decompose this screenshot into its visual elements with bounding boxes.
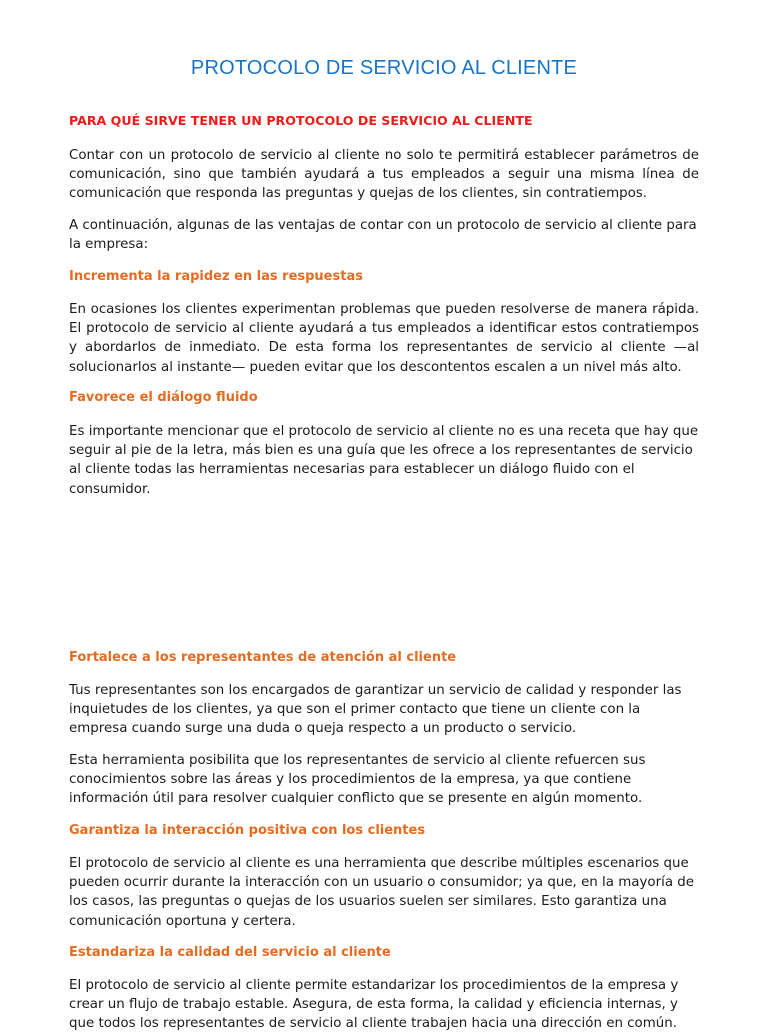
intro-paragraph-2: A continuación, algunas de las ventajas de contar con un protocolo de servicio al cliente para la empresa: [69, 218, 697, 253]
item-heading-rapidez: Incrementa la rapidez en las respuestas [69, 269, 363, 284]
page-title: PROTOCOLO DE SERVICIO AL CLIENTE [190, 57, 578, 79]
item-paragraph-dialogo: Es importante mencionar que el protocolo de servicio al cliente no es una receta que hay que seguir al pie de la letra, más bien es una guía que les ofrece a los representantes de servicio al cliente todas las herramientas necesarias para establecer un diálogo fluido con el consumidor. [69, 424, 699, 497]
section-heading: PARA QUÉ SIRVE TENER UN PROTOCOLO DE SERVICIO AL CLIENTE [69, 113, 533, 128]
item-paragraph-rapidez: En ocasiones los clientes experimentan problemas que pueden resolverse de manera rápida. El protocolo de servicio al cliente ayudará a tus empleados a identificar estos contratiempos y abordarlos de inmediato. De esta forma los representantes de servicio al cliente —al solucionarlos al instante— pueden evitar que los descontentos escalen a un nivel más alto. [69, 302, 699, 375]
item-heading-calidad: Estandariza la calidad del servicio al cliente [69, 945, 391, 960]
item-paragraph-calidad: El protocolo de servicio al cliente permite estandarizar los procedimientos de la empresa y crear un flujo de trabajo estable. Asegura, de esta forma, la calidad y eficiencia internas, y que todos los representantes de servicio al cliente trabajen hacia una dirección en común. [69, 978, 679, 1032]
item-paragraph-representantes-2: Esta herramienta posibilita que los representantes de servicio al cliente refuercen sus conocimientos sobre las áreas y los procedimientos de la empresa, ya que contiene información útil para resolver cualquier conflicto que se presente en algún momento. [69, 753, 646, 807]
item-paragraph-interaccion: El protocolo de servicio al cliente es una herramienta que describe múltiples escenarios que pueden ocurrir durante la interacción con un usuario o consumidor; ya que, en la mayoría de los casos, las preguntas o quejas de los usuarios suelen ser similares. Esto garantiza una comunicación oportuna y certera. [69, 856, 695, 929]
item-heading-dialogo: Favorece el diálogo fluido [69, 390, 258, 405]
item-paragraph-representantes-1: Tus representantes son los encargados de garantizar un servicio de calidad y responder las inquietudes de los clientes, ya que son el primer contacto que tiene un cliente con la empresa cuando surge una duda o queja respecto a un producto o servicio. [69, 683, 682, 737]
item-heading-representantes: Fortalece a los representantes de atención al cliente [69, 650, 457, 665]
intro-paragraph-1: Contar con un protocolo de servicio al cliente no solo te permitirá establecer parámetros de comunicación, sino que también ayudará a tus empleados a seguir una misma línea de comunicación que responda las preguntas y quejas de los clientes, sin contratiempos. [69, 148, 699, 202]
item-heading-interaccion: Garantiza la interacción positiva con los clientes [69, 823, 426, 838]
